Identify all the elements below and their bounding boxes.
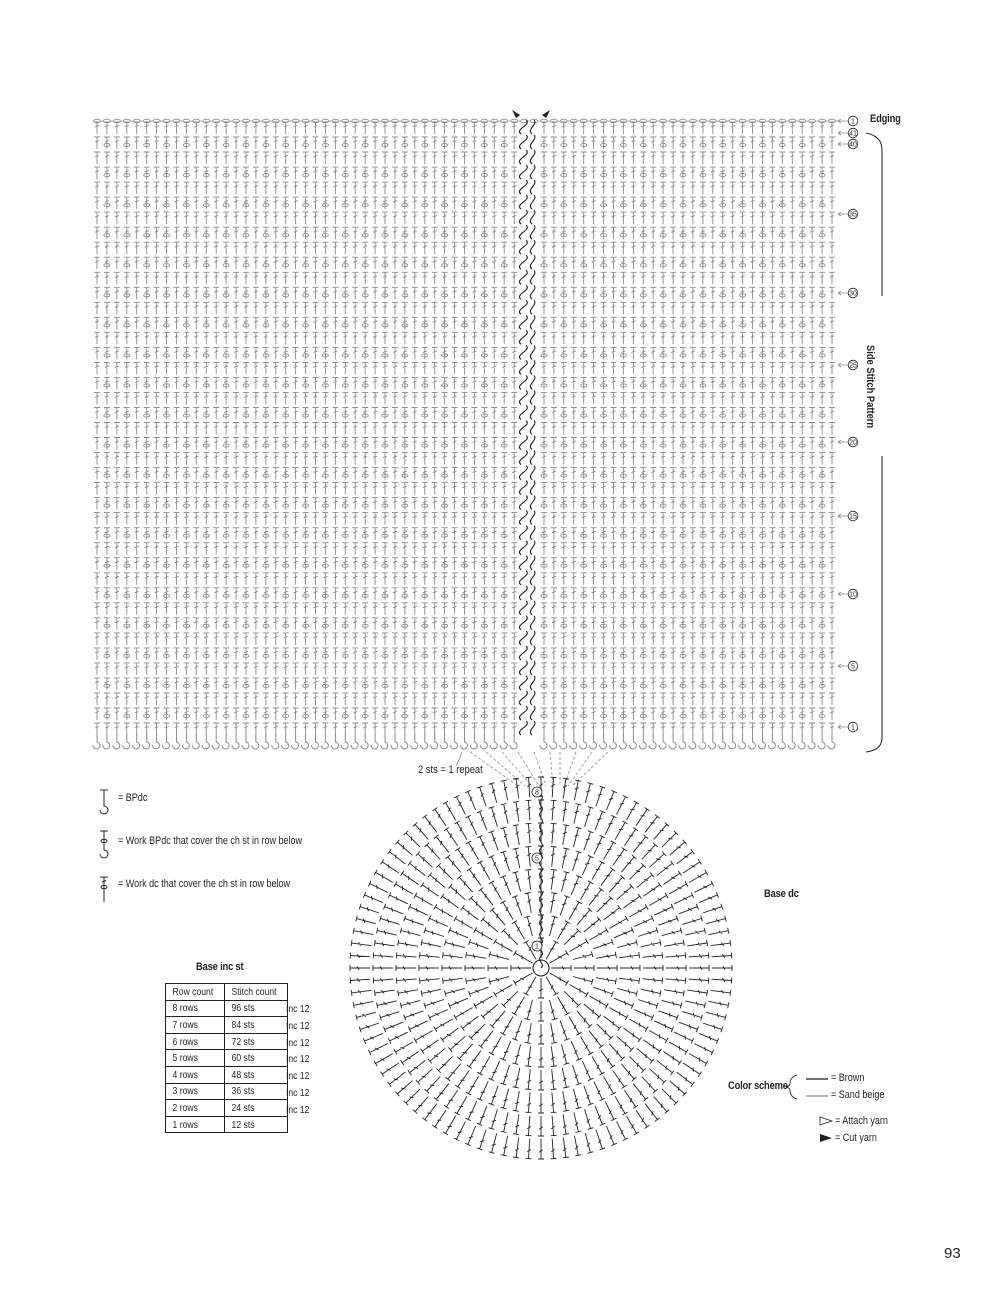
legend-text-bpdc-over-ch: = Work BPdc that cover the ch st in row below xyxy=(118,835,303,847)
bpdc-over-ch-icon xyxy=(100,831,108,858)
cut-yarn-marker-right xyxy=(542,110,550,118)
table-row xyxy=(166,1050,288,1067)
row-marker-number: 5 xyxy=(851,663,855,671)
row-count-cell: 4 rows xyxy=(172,1068,198,1081)
table-header-row xyxy=(166,984,288,1001)
attach-yarn-icon xyxy=(820,1117,832,1125)
inc-note: Inc 12 xyxy=(286,1070,310,1083)
row-marker-number: 15 xyxy=(849,513,857,521)
base-dc-label: Base dc xyxy=(764,888,799,900)
cut-yarn-icon xyxy=(820,1134,832,1142)
row-count-cell: 2 rows xyxy=(172,1101,198,1114)
header-row-count: Row count xyxy=(172,985,214,998)
inc-note: Inc 12 xyxy=(286,1087,310,1099)
row-marker-arrow xyxy=(838,212,848,216)
round-marker-number: 8 xyxy=(535,789,539,797)
row-marker-arrow xyxy=(838,291,848,295)
row-count-cell: 5 rows xyxy=(172,1052,198,1065)
base-circle-chart xyxy=(350,777,732,1159)
color-scheme-label: Color scheme xyxy=(728,1080,788,1092)
cut-yarn-marker-left xyxy=(512,110,520,118)
row-count-cell: 8 rows xyxy=(172,1002,198,1015)
stitch-count-cell: 60 sts xyxy=(231,1052,255,1065)
stitch-count-cell: 12 sts xyxy=(231,1118,255,1131)
brace-line xyxy=(866,133,882,752)
row-marker-arrow xyxy=(838,664,848,668)
row-marker-number: 1 xyxy=(851,118,855,126)
seam-cable-stitches xyxy=(519,120,534,735)
table-row xyxy=(166,1000,288,1017)
legend-text-dc-over-ch: = Work dc that cover the ch st in row below xyxy=(118,878,291,890)
stitch-count-cell: 96 sts xyxy=(231,1002,255,1015)
inc-note: Inc 12 xyxy=(286,1003,310,1015)
row-count-cell: 6 rows xyxy=(172,1035,198,1048)
inc-note: Inc 12 xyxy=(286,1103,310,1116)
row-marker-number: 1 xyxy=(851,724,855,732)
attach-yarn-text: = Attach yarn xyxy=(835,1115,888,1127)
row-marker-number: 10 xyxy=(849,591,857,599)
row-marker-number: 40 xyxy=(849,141,857,149)
row-marker-arrow xyxy=(838,131,848,135)
row-count-cell: 7 rows xyxy=(172,1018,198,1031)
page-number: 93 xyxy=(944,1245,961,1262)
row-marker-number: 35 xyxy=(849,211,857,219)
row-marker-number: 30 xyxy=(849,290,857,298)
edging-label: Edging xyxy=(870,113,901,125)
table-row xyxy=(166,1033,288,1050)
row-marker-arrow xyxy=(838,592,848,596)
stitch-count-cell: 36 sts xyxy=(231,1085,255,1098)
round-marker-number: 5 xyxy=(535,855,539,863)
dc-over-ch-icon xyxy=(100,877,108,902)
row-count-cell: 3 rows xyxy=(172,1085,198,1098)
row-count-cell: 1 rows xyxy=(172,1118,198,1131)
table-row xyxy=(166,1017,288,1034)
legend-text-bpdc: = BPdc xyxy=(118,792,148,804)
color-sand-beige-text: = Sand beige xyxy=(831,1089,885,1101)
row-marker-arrow xyxy=(838,142,848,146)
row-marker-number: 20 xyxy=(849,439,857,447)
table-row xyxy=(166,1066,288,1083)
stitch-count-cell: 24 sts xyxy=(231,1101,255,1114)
row-marker-arrow xyxy=(838,119,848,123)
inc-note: Inc 12 xyxy=(286,1036,310,1049)
repeat-guide-lines xyxy=(470,752,608,786)
repeat-label: 2 sts = 1 repeat xyxy=(418,764,483,776)
table-row xyxy=(166,1116,288,1133)
side-stitch-grid xyxy=(93,119,838,749)
inc-note: Inc 12 xyxy=(286,1053,310,1066)
row-marker-arrow xyxy=(838,725,848,729)
stitch-count-cell: 48 sts xyxy=(231,1068,255,1081)
bpdc-icon xyxy=(100,790,108,814)
cut-yarn-text: = Cut yarn xyxy=(835,1132,877,1144)
header-stitch-count: Stitch count xyxy=(231,985,277,998)
stitch-count-cell: 84 sts xyxy=(231,1018,255,1031)
round-marker-number: 1 xyxy=(535,943,539,951)
color-brown-text: = Brown xyxy=(831,1072,865,1084)
bpdc-base-hooks xyxy=(93,734,835,749)
base-inc-table xyxy=(165,983,288,1133)
table-row xyxy=(166,1100,288,1117)
base-table-title: Base inc st xyxy=(196,961,244,973)
row-marker-number: 41 xyxy=(849,130,857,138)
row-marker-arrow xyxy=(838,514,848,518)
row-marker-arrow xyxy=(838,363,848,367)
row-markers xyxy=(838,116,858,732)
grid-stitches xyxy=(94,122,835,735)
row-marker-number: 25 xyxy=(849,362,857,370)
stitch-count-cell: 72 sts xyxy=(231,1035,255,1048)
inc-note: Inc 12 xyxy=(286,1019,310,1032)
table-row xyxy=(166,1083,288,1100)
side-pattern-label: Side Stitch Pattern xyxy=(864,345,876,429)
row-marker-arrow xyxy=(838,440,848,444)
side-pattern-brace xyxy=(866,133,882,752)
